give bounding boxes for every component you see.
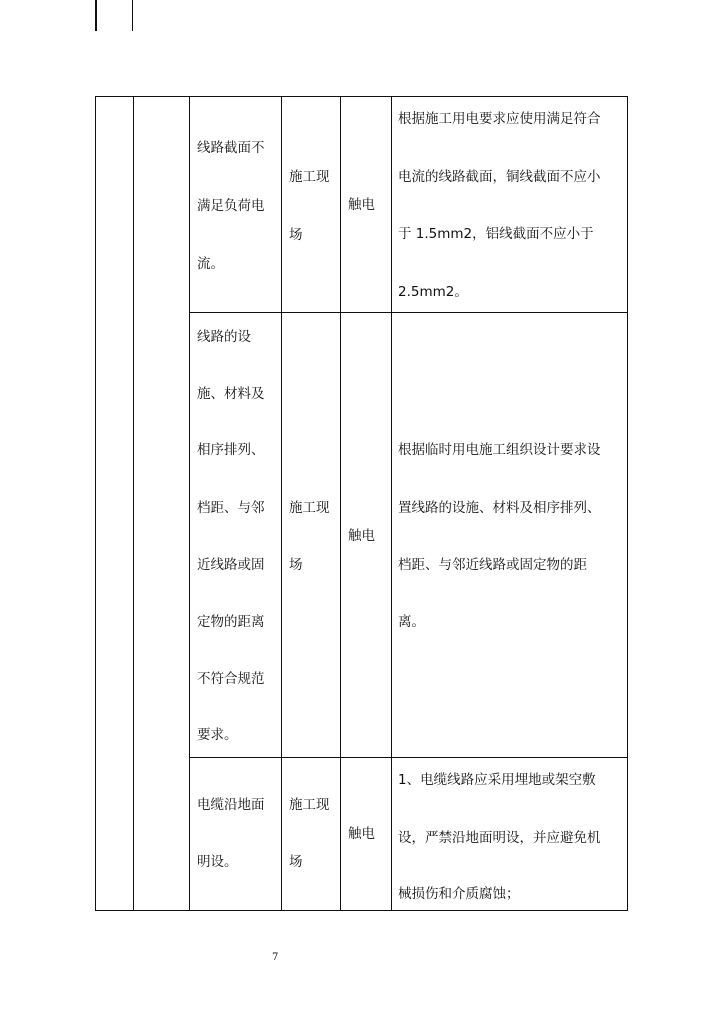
col-divider-4: [340, 96, 341, 911]
col-divider-1: [133, 96, 134, 911]
row-divider-2: [189, 757, 628, 758]
page-number: 7: [272, 952, 279, 963]
header-rule-left: [95, 0, 97, 31]
col-divider-5: [391, 96, 392, 911]
header-rule-right: [132, 0, 133, 31]
col-divider-2: [189, 96, 190, 911]
hazard-table: 线路截面不 满足负荷电 流。 施工现 场 触电 根据施工用电要求应使用满足符合 电流的线路截面，铜线截面不应小 于 1.5mm2，铝线截面不应小于 2.5mm2。 线路的设 施、材料及 相序排列、 档距、与邻 近线路或固 定物的距离 不符合规范 要求。 施工现 场 触电 根据临时用电施工组织设计要求设 置线路的设施、材料及相序排列、 档距、与邻近线路或固定物的距 离。 电缆沿地面 明设。 施工现 场 触电 1、电缆线路应采用埋地或架空敷 设，严禁沿地面明设，并应避免机 械损伤和介质腐蚀；: [95, 96, 628, 911]
col-divider-3: [281, 96, 282, 911]
row-divider-1: [189, 312, 628, 313]
